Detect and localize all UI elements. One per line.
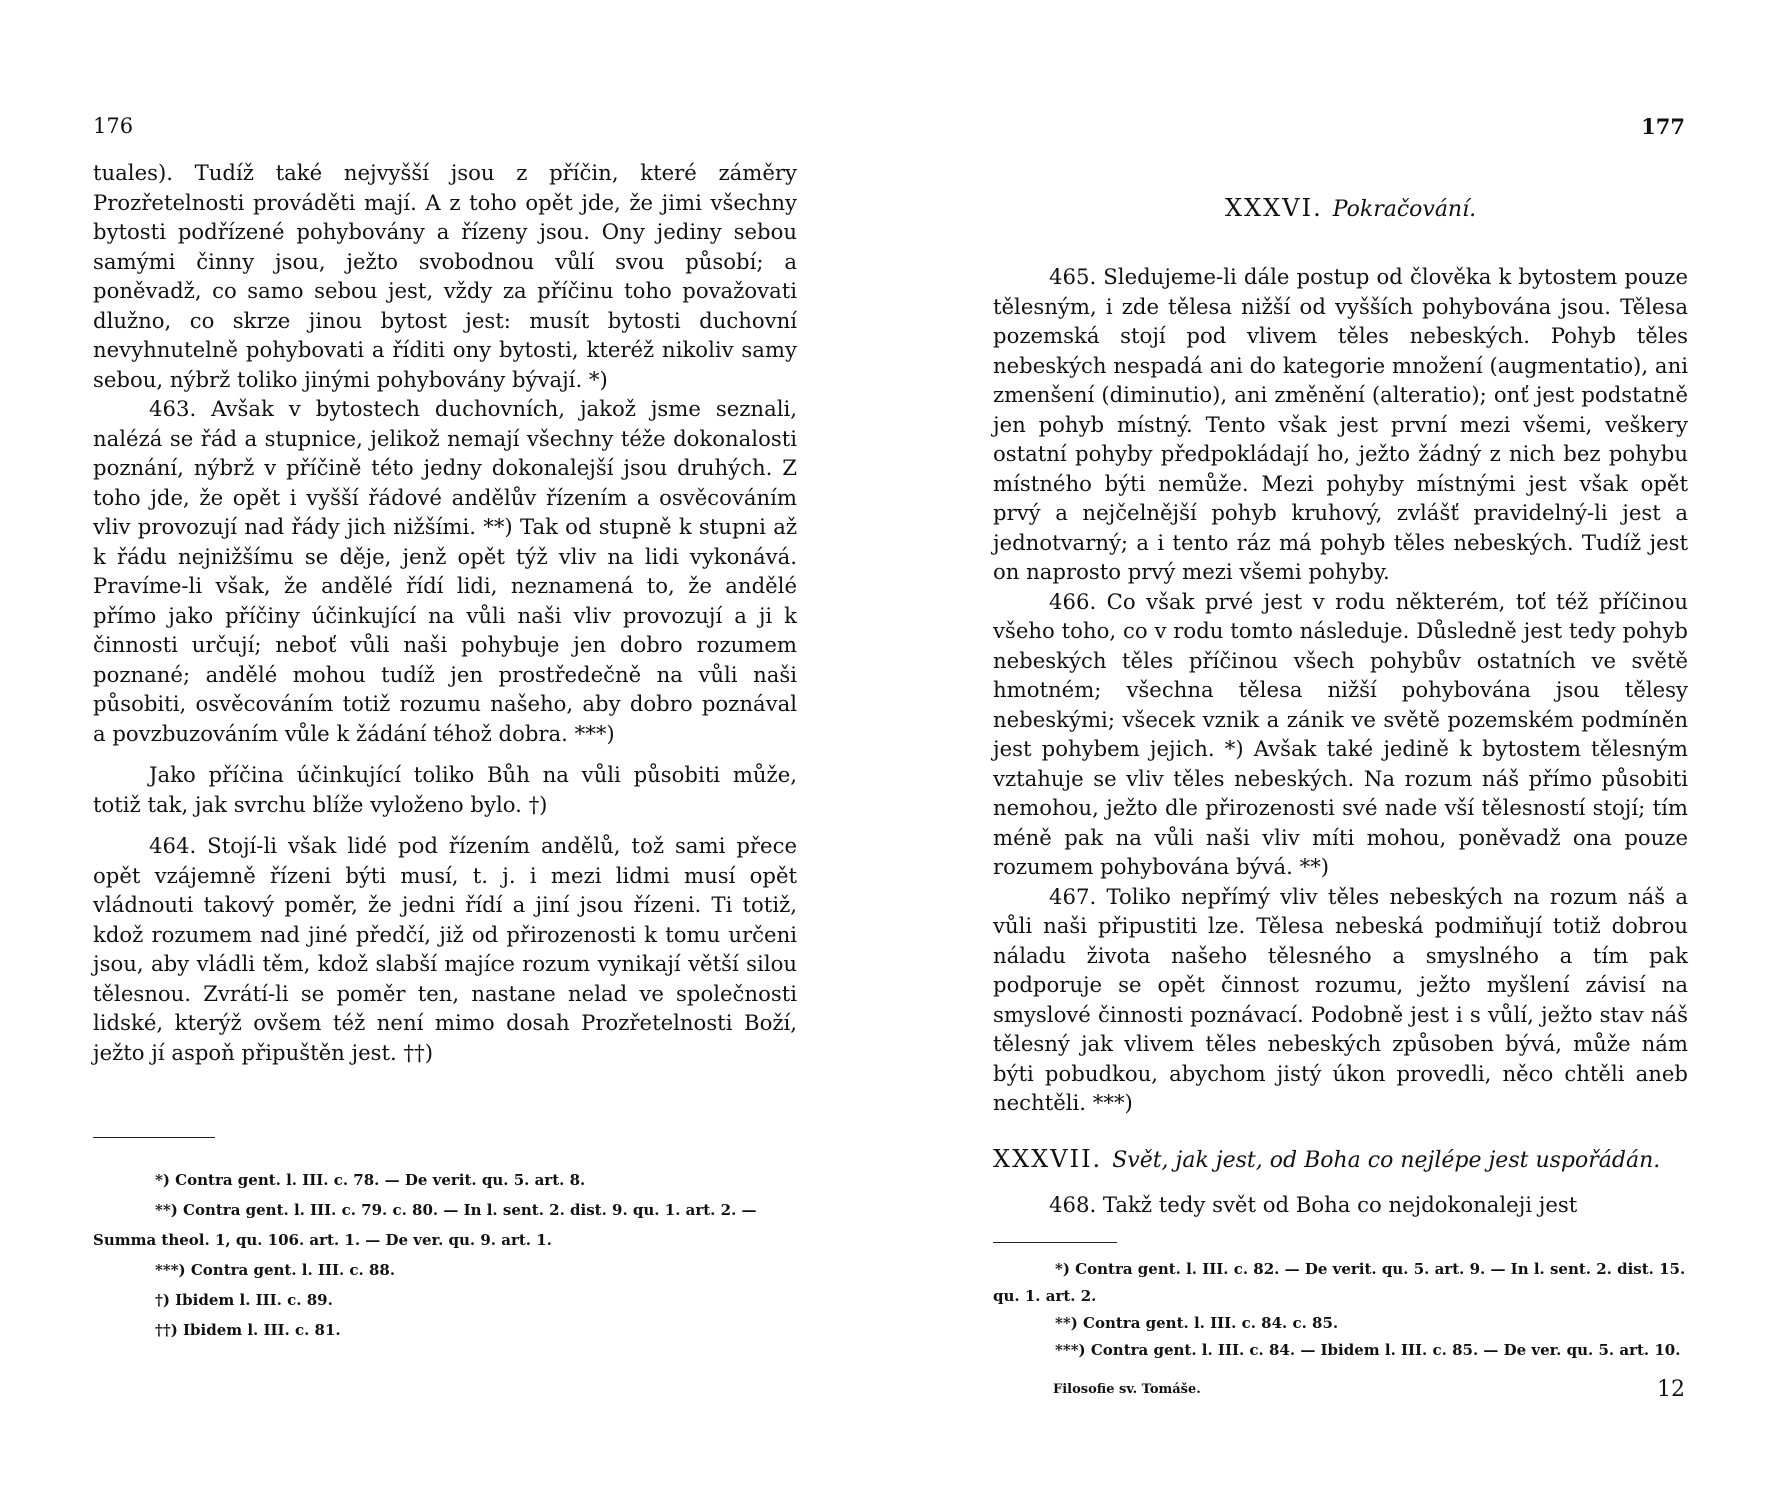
footnote: †) Ibidem l. III. c. 89.: [155, 1291, 333, 1309]
right-footnotes: [993, 1256, 1688, 1364]
left-footnotes: [93, 1165, 797, 1345]
left-body-text: [93, 158, 797, 1067]
footnote: ††) Ibidem l. III. c. 81.: [155, 1321, 341, 1339]
page-number-left: 176: [93, 114, 134, 138]
paragraph-god-cause: Jako příčina účinkující toliko Bůh na vůli působiti může, totiž tak, jak svrchu blíže vyloženo bylo. †): [93, 762, 797, 817]
paragraph-463: 463. Avšak v bytostech duchovních, jakož jsme seznali, nalézá se řád a stupnice, jelikož nemají všechny téže dokonalosti poznání, nýbrž v příčině této jedny dokonalejší jsou druhých. Z toho jde, že opět i vyšší řádové andělův řízením a osvěcováním vliv provozují nad řády jich nižšími. **) Tak od stupně k stupni až k řádu nejnižšímu se děje, jenž opět týž vliv na lidi vykonává. Pravíme-li však, že andělé řídí lidi, neznamená to, že andělé přímo jako příčiny účinkující na vůli naši vliv provozují a ji k činnosti určují; neboť vůli naši pohybuje jen dobro rozumem poznané; andělé mohou tudíž jen prostředečně na vůli naši působiti, osvěcováním totiž rozumu našeho, aby dobro poznával a povzbuzováním vůle k žádání téhož dobra. ***): [93, 396, 797, 746]
footnote: ***) Contra gent. l. III. c. 84. — Ibidem l. III. c. 85. — De ver. qu. 5. art. 10.: [1055, 1341, 1681, 1359]
paragraph-continued: tuales). Tudíž také nejvyšší jsou z příčin, které záměry Prozřetelnosti prováděti mají. A z toho opět jde, že jimi všechny bytosti podřízené pohybovány a řízeny jsou. Ony jediny sebou samými činny jsou, ježto svobodnou vůlí svou působí; a poněvadž, co samo sebou jest, vždy za příčinu toho považovati dlužno, co skrze jinou bytost jest: musít bytosti duchovní nevyhnutelně pohybovati a říditi ony bytosti, kteréž nikoliv samy sebou, nýbrž toliko jinými pohybovány bývají. *): [93, 160, 797, 392]
right-page: [893, 0, 1786, 1500]
footnote-divider: [93, 1137, 215, 1138]
footnote: *) Contra gent. l. III. c. 82. — De verit. qu. 5. art. 9. — In l. sent. 2. dist. 15. qu. 1. art. 2.: [993, 1260, 1686, 1305]
paragraph-466: 466. Co však prvé jest v rodu některém, toť též příčinou všeho toho, co v rodu tomto následuje. Důsledně jest tedy pohyb nebeských těles příčinou všech pohybův ostatních ve světě hmotném; všechna tělesa nižší pohybována jsou tělesy nebeskými; všecek vznik a zánik ve světě pozemském podmíněn jest pohybem jejich. *) Avšak také jedině k bytostem tělesným vztahuje se vliv těles nebeských. Na rozum náš přímo působiti nemohou, ježto dle přirozenosti své nade vší tělesností stojí; tím méně pak na vůli naši vliv míti mohou, poněvadž ona pouze rozumem pohybována bývá. **): [993, 588, 1688, 879]
page-number-right: 177: [1641, 114, 1685, 139]
chapter-heading-36: [1225, 194, 1476, 222]
footnote: **) Contra gent. l. III. c. 84. c. 85.: [1055, 1314, 1339, 1332]
chapter-title: Pokračování.: [1332, 197, 1477, 222]
chapter-numeral: XXXVI.: [1225, 194, 1323, 222]
right-body-text-468: [993, 1190, 1688, 1220]
running-footer: Filosofie sv. Tomáše.: [1053, 1382, 1201, 1397]
right-body-text: [993, 262, 1688, 1118]
paragraph-467: 467. Toliko nepřímý vliv těles nebeských na rozum náš a vůli naši připustiti lze. Tělesa nebeská podmiňují totiž dobrou náladu života našeho tělesného a smyslného a tím pak podporuje se opět činnost rozumu, ježto myšlení závisí na smyslové činnosti poznávací. Podobně jest i s vůlí, ježto stav náš tělesný jak vlivem těles nebeských způsoben bývá, může nám býti pobudkou, abychom jistý úkon provedli, něco chtěli aneb nechtěli. ***): [993, 883, 1688, 1115]
footnote: *) Contra gent. l. III. c. 78. — De verit. qu. 5. art. 8.: [155, 1171, 586, 1189]
footnote: **) Contra gent. l. III. c. 79. c. 80. — In l. sent. 2. dist. 9. qu. 1. art. 2. — Summa theol. 1, qu. 106. art. 1. — De ver. qu. 9. art. 1.: [93, 1201, 757, 1249]
chapter-heading-37: [993, 1145, 1660, 1173]
footnote: ***) Contra gent. l. III. c. 88.: [155, 1261, 396, 1279]
chapter-numeral: XXXVII.: [993, 1145, 1103, 1173]
chapter-title: Svět, jak jest, od Boha co nejlépe jest uspořádán.: [1112, 1148, 1661, 1173]
footnote-divider: [993, 1242, 1117, 1243]
paragraph-464: 464. Stojí-li však lidé pod řízením andělů, tož sami přece opět vzájemně řízeni býti musí, t. j. i mezi lidmi musí opět vládnouti takový poměr, že jedni řídí a jiní jsou řízeni. Ti totiž, kdož rozumem nad jiné předčí, již od přirozenosti k tomu určeni jsou, aby vládli těm, kdož slabší majíce rozum vynikají větší silou tělesnou. Zvrátí-li se poměr ten, nastane nelad ve společnosti lidské, kterýž ovšem též není mimo dosah Prozřetelnosti Boží, ježto jí aspoň připuštěn jest. ††): [93, 833, 797, 1065]
signature-mark: 12: [1657, 1377, 1685, 1402]
paragraph-468: 468. Takž tedy svět od Boha co nejdokonaleji jest: [1049, 1192, 1578, 1217]
paragraph-465: 465. Sledujeme-li dále postup od člověka k bytostem pouze tělesným, i zde tělesa nižší od vyšších pohybována jsou. Tělesa pozemská stojí pod vlivem těles nebeských. Pohyb těles nebeských nespadá ani do kategorie množení (augmentatio), ani zmenšení (diminutio), ani změnění (alteratio); onť jest podstatně jen pohyb místný. Tento však jest první mezi všemi, veškery ostatní pohyby předpokládají ho, ježto žádný z nich bez pohybu místného býti nemůže. Mezi pohyby místnými jest však opět prvý a nejčelnější pohyb kruhový, zvlášť pravidelný-li jest a jednotvarný; a i tento ráz má pohyb těles nebeských. Tudíž jest on naprosto prvý mezi všemi pohyby.: [993, 264, 1688, 584]
